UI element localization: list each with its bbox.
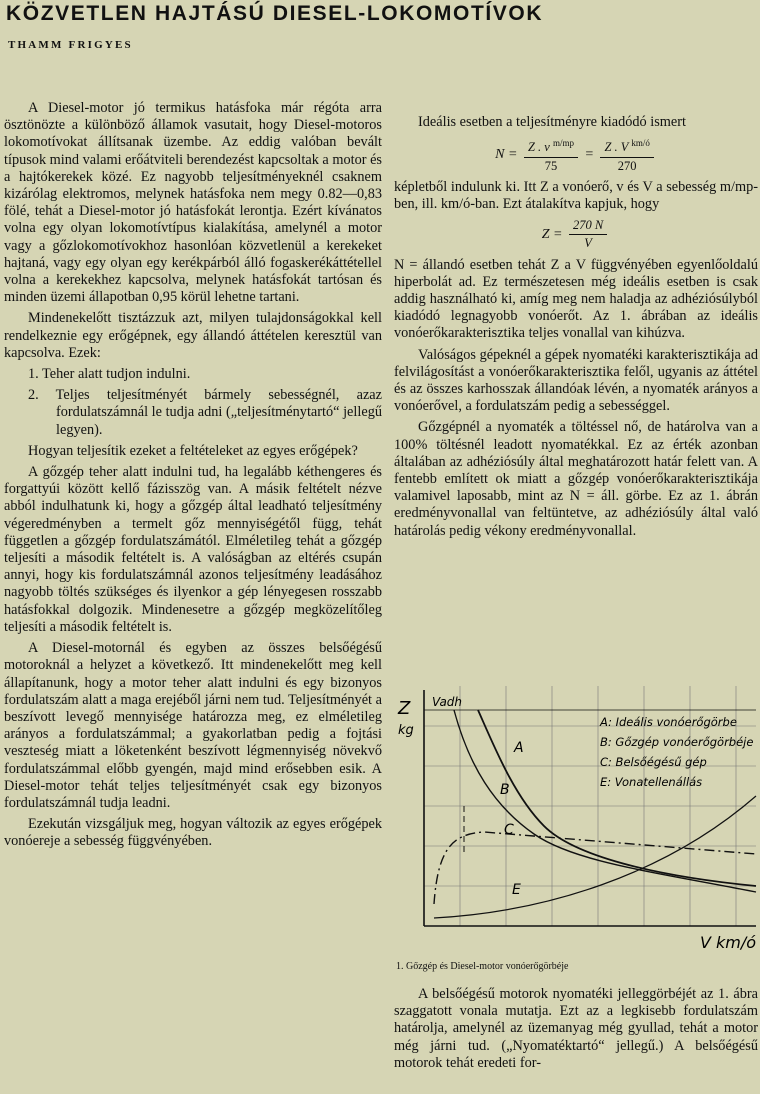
numerator: Z . v bbox=[527, 140, 550, 155]
formula-lhs: Z = bbox=[541, 227, 563, 243]
denominator: 270 bbox=[617, 158, 637, 173]
equals-sign: = bbox=[584, 147, 594, 163]
denominator: V bbox=[584, 236, 592, 251]
curve-label-c: C bbox=[504, 822, 514, 838]
denominator: 75 bbox=[544, 158, 558, 173]
vadh-label: Vadh bbox=[432, 695, 463, 709]
right-column bbox=[394, 114, 758, 544]
paragraph: Gőzgépnél a nyomaték a töltéssel nő, de határolva van a 100% töltésnél leadott nyomatékkal. Ez az érték azonban általában az adhéziósúly által meghatározott határ felett van. A fentebb említett ok miatt a gőzgép vonóerőkarakterisztikája valamivel laposabb, mint az N = áll. görbe. Ez az 1. ábrán eredményvonallal van feltüntetve, az adhéziósúly által való határolás pedig vékony eredményvonallal. bbox=[394, 419, 758, 539]
paragraph: Hogyan teljesítik ezeket a feltételeket az egyes erőgépek? bbox=[28, 442, 358, 459]
numerator: 270 N bbox=[569, 217, 607, 235]
y-axis-unit: kg bbox=[398, 723, 414, 738]
traction-diagram bbox=[394, 686, 758, 956]
figure-caption: 1. Gőzgép és Diesel-motor vonóerőgörbéje bbox=[396, 961, 569, 972]
list-item: 1. Teher alatt tudjon indulni. bbox=[28, 366, 191, 383]
fraction bbox=[569, 217, 607, 252]
y-axis-label: Z bbox=[398, 698, 411, 719]
paragraph: képletből indulunk ki. Itt Z a vonóerő, v és V a sebesség m/mp-ben, ill. km/ó-ban. Ezt átalakítva kapjuk, hogy bbox=[394, 178, 758, 212]
list-item: 2. Teljes teljesítményét bármely sebességnél, azaz fordulatszámnál le tudja adni („teljesítménytartó“ jellegű legyen). bbox=[28, 387, 382, 438]
unit: km/ó bbox=[631, 138, 650, 149]
paragraph: A Diesel-motornál és egyben az összes belsőégésű motoroknál a helyzet a következő. Itt mindenekelőtt meg kell állapítanunk, hogy a motor teher alatt indulni és egy bizonyos fordulatszám alatt a maga erejéből járni nem tud. Teljesítményét a beszívott levegő mennyisége határozza meg, ez elméletileg arányos a fordulatszámmal; a gyakorlatban pedig a fojtási veszteség miatt a löketenként beszívott légmennyiség növekvő fordulatszámmal előbb gyengén, majd mind erősebben esik. A Diesel-motor tehát teljes teljesítményét csak egy bizonyos fordulatszámnál tudja leadni. bbox=[4, 640, 382, 811]
formula-lhs: N = bbox=[495, 147, 518, 163]
paragraph: N = állandó esetben tehát Z a V függvényében egyenlőoldalú hiperbolát ad. Ez természetesen még ideális esetben is csak addig használható ki, amíg meg nem haladja az adhéziósúlyból kiadódó legnagyobb vonóerőt. Az 1. ábrában az ideális vonóerőkarakterisztika teljes vonallal van kihúzva. bbox=[394, 256, 758, 342]
paragraph: A Diesel-motor jó termikus hatásfoka már régóta arra ösztönözte a különböző államok vasutait, hogy Diesel-motoros lokomotívokat állítsanak üzembe. Az eddig valóban bevált típusok mind valami erőátviteli berendezést kapcsoltak a motor és a hajtókerekek közé. Ez nagyobb teljesítményeknél csaknem kizárólag elektromos, melynek hatásfoka nem megy 0.82—0,83 fölé, tehát a Diesel-motor jó hatásfokát lerontja. Ezért kívánatos volna egy olyan lokomotívtípus kialakítása, amelynél a motor vagy a gőzlokomotívokhoz hasonlóan közvetlenül a kerekeket hajtaná, vagy egy olyan egy kerékpárból álló fogaskerékáttétellel volna a kerekekhez kapcsolva, melynek hatásfokát tartósan és minden üzemi állapotban 0,95 körül lehetne tartani. bbox=[4, 100, 382, 306]
legend bbox=[599, 715, 753, 789]
unit: m/mp bbox=[552, 138, 574, 149]
right-column-continued bbox=[394, 986, 758, 1072]
page-title: KÖZVETLEN HAJTÁSÚ DIESEL-LOKOMOTÍVOK bbox=[6, 2, 544, 25]
paragraph: A gőzgép teher alatt indulni tud, ha legalább kéthengeres és forgattyúi között kellő fázisszög van. A másik feltételt nézve abból indulhatunk ki, hogy a gőzgép által leadható teljesítmény végeredményben a termelt gőz mennyiségétől függ, tehát független a gőzgép fordulatszámától. Elméletileg tehát a gőzgép teljesíti a második feltételt is. A valóságban az eltérés csupán annyi, hogy kis fordulatszámnál azonos teljesítmény leadásához nagyobb töltés szükséges és ilyenkor a gép lényegesen rosszabb hatásfokkal dolgozik. Mindenesetre a gőzgép megközelítőleg teljesíti a második feltételt is. bbox=[4, 464, 382, 635]
author-name: THAMM FRIGYES bbox=[8, 39, 133, 51]
paragraph: Ideális esetben a teljesítményre kiadódó ismert bbox=[418, 114, 686, 130]
formula-power bbox=[394, 135, 758, 175]
curve-label-a: A bbox=[514, 740, 524, 756]
legend-entry: B: Gőzgép vonóerőgörbéje bbox=[600, 735, 754, 749]
paragraph: Ezekután vizsgáljuk meg, hogyan változik az egyes erőgépek vonóereje a sebesség függvényében. bbox=[4, 816, 382, 850]
legend-entry: A: Ideális vonóerőgörbe bbox=[600, 715, 737, 729]
curve-label-e: E bbox=[512, 882, 521, 898]
fraction bbox=[600, 135, 653, 175]
paragraph: Valóságos gépeknél a gépek nyomatéki karakterisztikája ad felvilágosítást a vonóerőkarakterisztika felől, ugyanis az áttétel és az összes karhosszak állandóak lévén, a nyomaték arányos a vonóerővel, a fordulatszám pedig a sebességgel. bbox=[394, 346, 758, 415]
formula-force bbox=[394, 217, 758, 252]
paragraph: A belsőégésű motorok nyomatéki jelleggörbéjét az 1. ábra szaggatott vonala mutatja. Ezt az a legkisebb fordulatszám határolja, amelynél az üzemanyag még gyullad, tehát a motor még járni tud. („Nyomatéktartó“ jellegű.) A belsőégésű motorok tehát eredeti for- bbox=[394, 986, 758, 1071]
curve-e bbox=[434, 796, 756, 918]
curve-label-b: B bbox=[500, 782, 510, 798]
numerator: Z . V bbox=[604, 140, 629, 155]
curve-c bbox=[434, 832, 756, 904]
legend-entry: E: Vonatellenállás bbox=[600, 775, 703, 789]
fraction bbox=[524, 135, 578, 175]
x-axis-label: V km/ó bbox=[700, 933, 757, 952]
legend-entry: C: Belsőégésű gép bbox=[600, 755, 707, 769]
left-column bbox=[4, 100, 382, 855]
paragraph: Mindenekelőtt tisztázzuk azt, milyen tulajdonságokkal kell rendelkeznie egy erőgépnek, egy állandó áttételen keresztül van kapcsolva. Ezek: bbox=[4, 310, 382, 361]
